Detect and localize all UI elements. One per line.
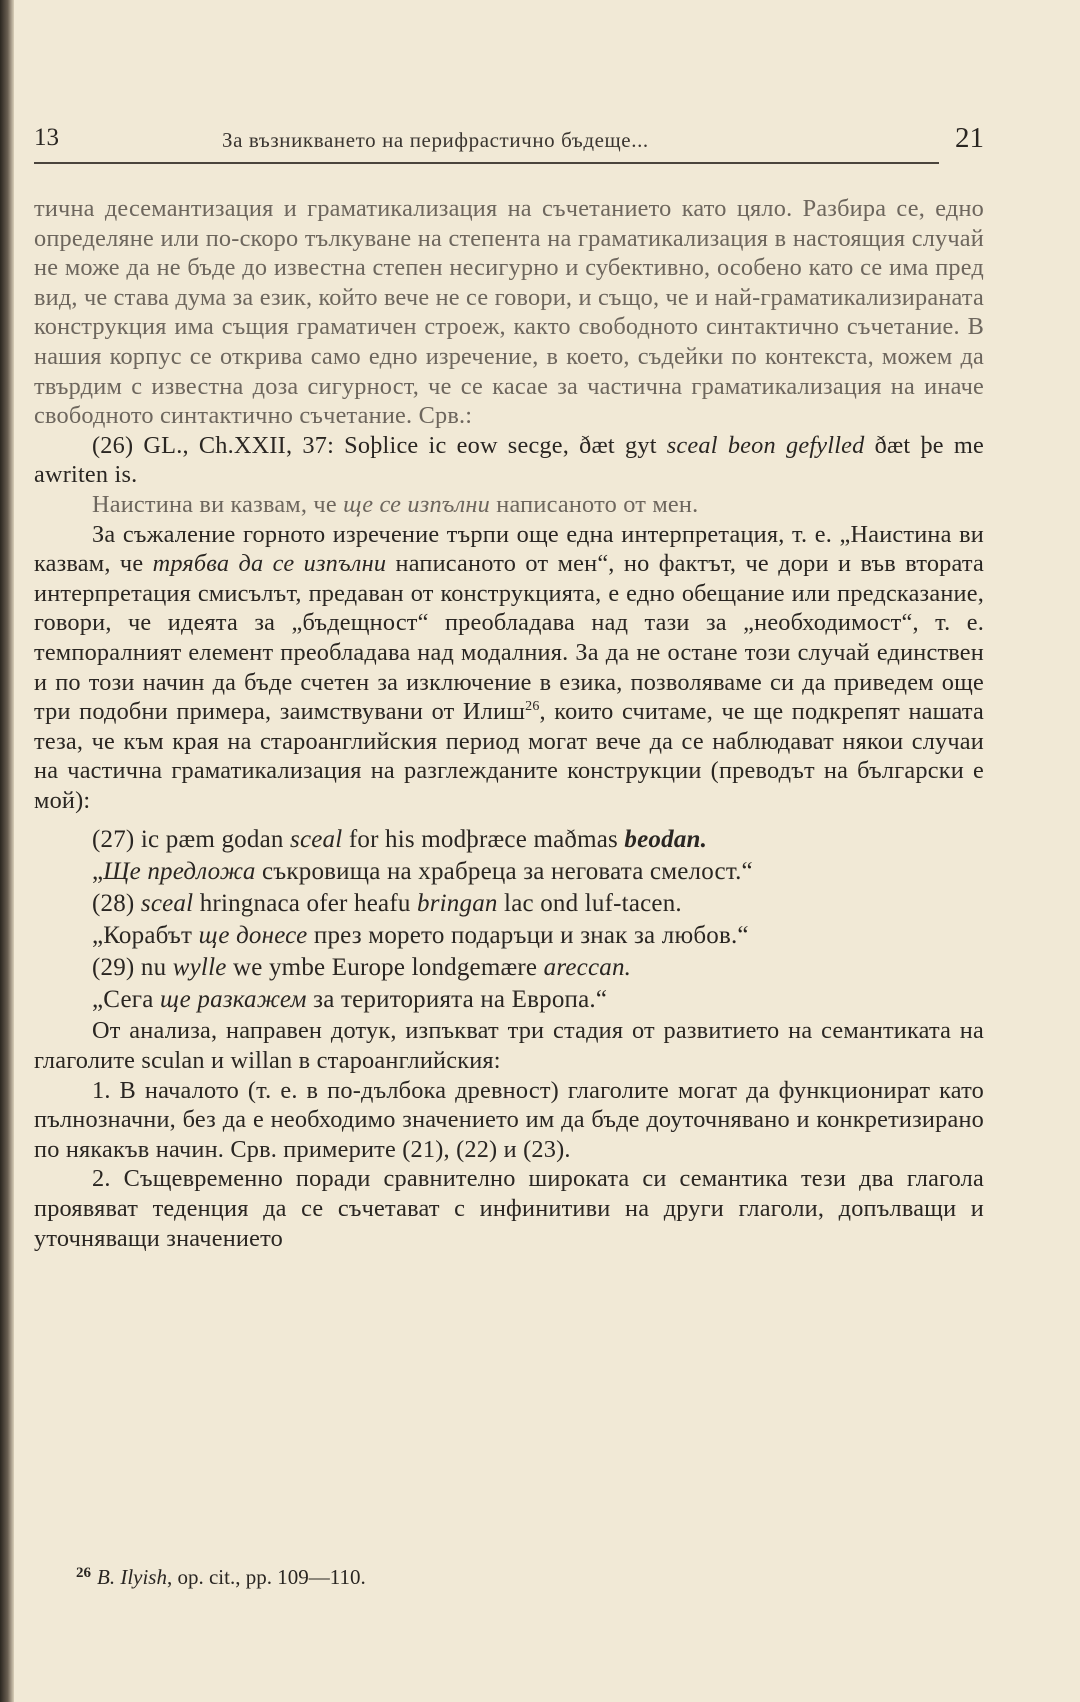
translation-29: „Сега ще разкажем за територията на Европа.“ <box>92 986 608 1014</box>
footnote <box>76 1565 366 1590</box>
paragraph-3: От анализа, направен дотук, изпъкват три стадия от развитието на семантиката на глаголите sculan и willan в староанглийския: <box>34 1017 984 1075</box>
example-29: (29) nu wylle we ymbe Europe londgemære areccan. <box>92 954 632 982</box>
paragraph-2: За съжаление горното изречение търпи още една интерпретация, т. е. „Наистина ви казвам, че трябва да се изпълни написаното от мен“, но фактът, че дори и във втората интерпретация смисълът, предаван от конструкцията, е едно обещание или предсказание, говори, че идеята за „бъдещност“ преобладава над тази за „необходимост“, т. е. темпоралният елемент преобладава над модалния. За да не остане този случай единствен и по този начин да бъде счетен за изключение в езика, позволяваме си да приведем още три подобни примера, заимствувани от Илиш$^{26}$, които считаме, че ще подкрепят нашата теза, че към края на староанглийския период могат вече да се наблюдават някои случаи на частична граматикализация на разглежданите конструкции (преводът на български е мой): <box>34 520 984 814</box>
example-27: (27) ic pæm godan sceal for his modþræce maðmas beodan. <box>92 826 708 854</box>
header-rule <box>34 162 939 164</box>
page-number-right: 21 <box>955 122 984 154</box>
translation-27: „Ще предложа съкровища на храбреца за неговата смелост.“ <box>92 858 753 886</box>
examples-block <box>92 824 984 1016</box>
paragraph-1: тична десемантизация и граматикализация на съчетанието като цяло. Разбира се, едно определяне или по-скоро тълкуване на степента на граматикализация в настоящия случай не може да не бъде до известна степен несигурно и субективно, особено като се има пред вид, че става дума за език, който вече не се говори, и също, че и най-граматикализираната конструкция има същия граматичен строеж, както свободното синтактично съчетание. В нашия корпус се открива само едно изречение, в което, съдейки по контекста, можем да твърдим с известна доза сигурност, че се касае за частична граматикализация на иначе свободното синтактично съчетание. Срв.: <box>34 195 984 430</box>
example-28: (28) sceal hringnaca ofer heafu bringan lac ond luf-tacen. <box>92 890 682 918</box>
body-text <box>34 194 984 1253</box>
footnote-author: B. Ilyish <box>97 1565 167 1589</box>
paragraph-5: 2. Същевременно поради сравнително широката си семантика тези два глагола проявяват теденция да се съчетават с инфинитиви на други глаголи, допълващи и уточняващи значението <box>34 1165 984 1252</box>
running-title: За възникването на перифрастично бъдеще... <box>222 128 649 152</box>
translation-28: „Корабът ще донесе през морето подаръци и знак за любов.“ <box>92 922 749 950</box>
paragraph-4: 1. В началото (т. е. в по-дълбока древност) глаголите могат да функционират като пълнозначни, без да е необходимо значението им да бъде доуточнявано и конкретизирано по някакъв начин. Срв. примерите (21), (22) и (23). <box>34 1076 984 1163</box>
book-page <box>34 118 984 1253</box>
footnote-text: , op. cit., pp. 109—110. <box>166 1565 366 1589</box>
footnote-number: 26 <box>76 1565 91 1581</box>
page-header <box>34 118 984 158</box>
book-spine-shadow <box>0 0 14 1702</box>
page-number-left: 13 <box>34 124 59 151</box>
translation-26: Наистина ви казвам, че ще се изпълни написаното от мен. <box>92 490 699 518</box>
example-26: (26) GL., Ch.XXII, 37: Soþlice ic eow secge, ðæt gyt sceal beon gefylled ðæt þe me awriten is. <box>34 431 984 489</box>
